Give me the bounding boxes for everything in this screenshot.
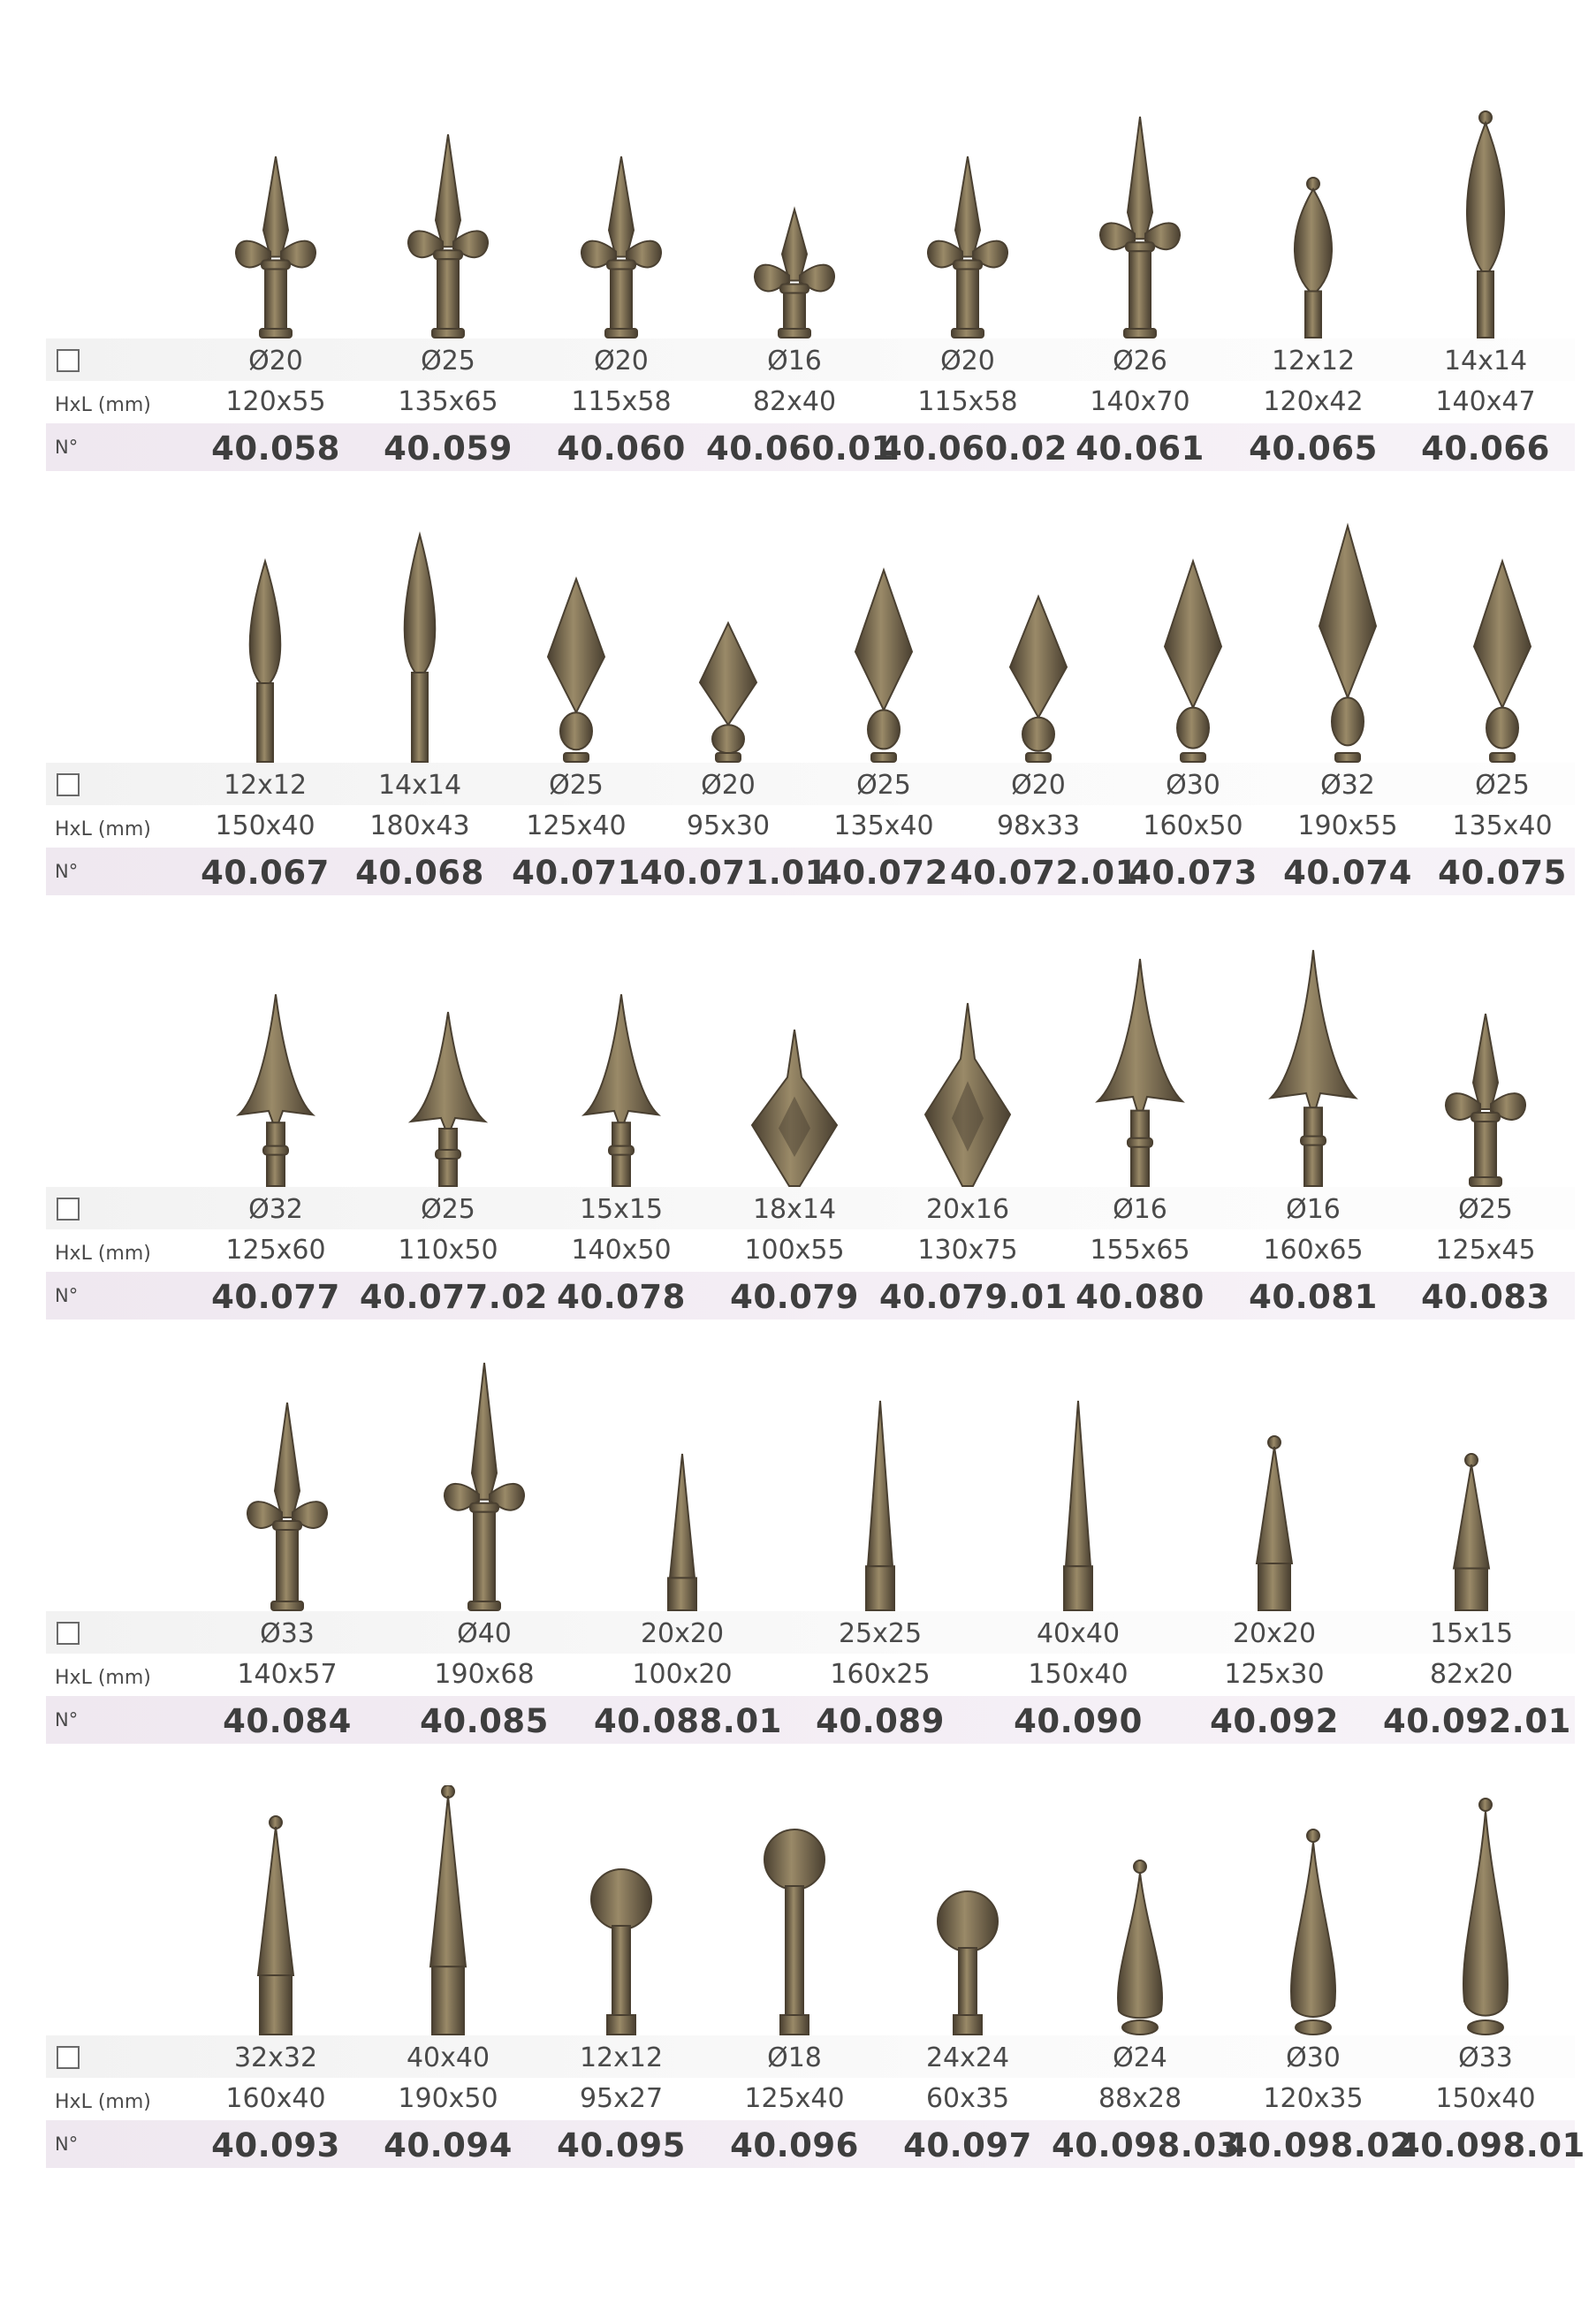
product-dimensions: 140x57 bbox=[237, 1659, 338, 1690]
number-label: N° bbox=[55, 1709, 79, 1730]
product-number: 40.085 bbox=[420, 1702, 549, 1740]
diamond-spear-icon bbox=[657, 513, 799, 764]
product-size: 15x15 bbox=[579, 1194, 664, 1225]
product-size: Ø26 bbox=[1113, 346, 1167, 376]
product-images bbox=[0, 1785, 1596, 2037]
product-size: 12x12 bbox=[223, 770, 308, 801]
arrow-spear-icon bbox=[205, 937, 346, 1189]
product-dimensions: 135x40 bbox=[1452, 810, 1553, 841]
dimensions-label: HxL (mm) bbox=[55, 1243, 151, 1265]
product-size: 12x12 bbox=[1271, 346, 1356, 376]
obelisk-finial-icon bbox=[809, 1361, 951, 1613]
product-size: 14x14 bbox=[377, 770, 462, 801]
product-number: 40.083 bbox=[1421, 1278, 1550, 1316]
fleur-spear-finial-icon bbox=[1069, 88, 1211, 340]
dimensions-label: HxL (mm) bbox=[55, 1667, 151, 1689]
fleur-de-lis-finial-icon bbox=[205, 88, 346, 340]
product-size: 25x25 bbox=[838, 1618, 923, 1649]
product-size: Ø30 bbox=[1286, 2042, 1341, 2073]
dimensions-label: HxL (mm) bbox=[55, 394, 151, 416]
product-dimensions: 98x33 bbox=[996, 810, 1081, 841]
select-checkbox[interactable] bbox=[57, 1622, 80, 1645]
arrow-spear-icon bbox=[551, 937, 692, 1189]
product-dimensions: 125x45 bbox=[1435, 1235, 1536, 1266]
fleur-spear-finial-icon bbox=[724, 88, 865, 340]
diamond-spear-icon bbox=[968, 513, 1109, 764]
size-row bbox=[46, 2035, 1575, 2080]
scroll-finial-icon bbox=[1415, 937, 1556, 1189]
product-size: Ø25 bbox=[1458, 1194, 1513, 1225]
product-images bbox=[0, 1361, 1596, 1613]
number-row bbox=[46, 2120, 1585, 2168]
number-row bbox=[46, 423, 1575, 471]
product-dimensions: 140x47 bbox=[1435, 386, 1536, 417]
product-size: Ø32 bbox=[1320, 770, 1375, 801]
product-dimensions: 155x65 bbox=[1090, 1235, 1190, 1266]
product-number: 40.079 bbox=[730, 1278, 859, 1316]
number-label: N° bbox=[55, 437, 79, 458]
product-size: 20x16 bbox=[925, 1194, 1010, 1225]
product-number: 40.072 bbox=[819, 854, 948, 892]
dimensions-row bbox=[46, 381, 1575, 425]
product-dimensions: 110x50 bbox=[398, 1235, 498, 1266]
product-dimensions: 190x68 bbox=[434, 1659, 535, 1690]
product-dimensions: 95x30 bbox=[686, 810, 771, 841]
product-dimensions: 150x40 bbox=[1028, 1659, 1129, 1690]
product-number: 40.093 bbox=[211, 2126, 340, 2164]
product-number: 40.071 bbox=[512, 854, 641, 892]
product-size: 40x40 bbox=[406, 2042, 490, 2073]
product-dimensions: 125x40 bbox=[744, 2083, 845, 2114]
product-number: 40.089 bbox=[816, 1702, 945, 1740]
product-number: 40.066 bbox=[1421, 430, 1550, 468]
leaf-spear-icon bbox=[349, 513, 490, 764]
product-number: 40.092 bbox=[1210, 1702, 1339, 1740]
product-number: 40.058 bbox=[211, 430, 340, 468]
product-dimensions: 160x40 bbox=[225, 2083, 326, 2114]
product-number: 40.078 bbox=[557, 1278, 686, 1316]
rhombus-spear-icon bbox=[897, 937, 1038, 1189]
product-number: 40.065 bbox=[1249, 430, 1378, 468]
teardrop-finial-icon bbox=[1415, 1785, 1556, 2037]
product-dimensions: 115x58 bbox=[917, 386, 1018, 417]
product-number: 40.072.01 bbox=[950, 854, 1138, 892]
product-number: 40.061 bbox=[1075, 430, 1205, 468]
dimensions-row bbox=[46, 805, 1575, 849]
product-images bbox=[0, 88, 1596, 340]
product-number: 40.075 bbox=[1438, 854, 1567, 892]
product-dimensions: 125x60 bbox=[225, 1235, 326, 1266]
obelisk-finial-icon bbox=[1007, 1361, 1149, 1613]
product-dimensions: 120x42 bbox=[1263, 386, 1364, 417]
product-size: Ø25 bbox=[856, 770, 911, 801]
select-checkbox[interactable] bbox=[57, 1198, 80, 1221]
product-dimensions: 120x55 bbox=[225, 386, 326, 417]
product-dimensions: 120x35 bbox=[1263, 2083, 1364, 2114]
product-size: Ø20 bbox=[701, 770, 756, 801]
product-number: 40.080 bbox=[1075, 1278, 1205, 1316]
arrow-spear-icon bbox=[377, 937, 519, 1189]
diamond-spear-icon bbox=[505, 513, 647, 764]
number-label: N° bbox=[55, 2133, 79, 2155]
product-size: 15x15 bbox=[1429, 1618, 1514, 1649]
product-dimensions: 190x50 bbox=[398, 2083, 498, 2114]
product-dimensions: 115x58 bbox=[571, 386, 672, 417]
product-size: Ø20 bbox=[1011, 770, 1066, 801]
product-number: 40.098.01 bbox=[1397, 2126, 1585, 2164]
product-size: Ø18 bbox=[767, 2042, 822, 2073]
ball-finial-icon bbox=[724, 1785, 865, 2037]
product-number: 40.060 bbox=[557, 430, 686, 468]
number-label: N° bbox=[55, 1285, 79, 1306]
product-size: 14x14 bbox=[1443, 346, 1528, 376]
product-dimensions: 82x20 bbox=[1429, 1659, 1514, 1690]
product-size: 18x14 bbox=[752, 1194, 837, 1225]
size-row bbox=[46, 1611, 1575, 1655]
product-dimensions: 150x40 bbox=[215, 810, 315, 841]
product-number: 40.084 bbox=[223, 1702, 352, 1740]
size-row bbox=[46, 338, 1575, 383]
product-dimensions: 190x55 bbox=[1297, 810, 1398, 841]
product-dimensions: 150x40 bbox=[1435, 2083, 1536, 2114]
product-number: 40.067 bbox=[201, 854, 330, 892]
fleur-de-lis-finial-icon bbox=[377, 88, 519, 340]
product-number: 40.068 bbox=[355, 854, 484, 892]
product-images bbox=[0, 513, 1596, 764]
select-checkbox[interactable] bbox=[57, 349, 80, 372]
product-dimensions: 135x65 bbox=[398, 386, 498, 417]
product-number: 40.097 bbox=[903, 2126, 1032, 2164]
product-number: 40.077 bbox=[211, 1278, 340, 1316]
product-number: 40.088.01 bbox=[594, 1702, 782, 1740]
product-number: 40.095 bbox=[557, 2126, 686, 2164]
leaf-spear-icon bbox=[194, 513, 336, 764]
ball-spike-finial-icon bbox=[377, 1785, 519, 2037]
ball-finial-icon bbox=[897, 1785, 1038, 2037]
product-number: 40.059 bbox=[384, 430, 513, 468]
product-dimensions: 160x65 bbox=[1263, 1235, 1364, 1266]
product-number: 40.079.01 bbox=[879, 1278, 1068, 1316]
product-section bbox=[0, 513, 1596, 937]
product-size: Ø24 bbox=[1113, 2042, 1167, 2073]
product-size: Ø20 bbox=[940, 346, 995, 376]
fleur-spear-finial-icon bbox=[551, 88, 692, 340]
product-images bbox=[0, 937, 1596, 1189]
product-size: Ø30 bbox=[1166, 770, 1220, 801]
product-number: 40.090 bbox=[1014, 1702, 1143, 1740]
product-size: Ø33 bbox=[1458, 2042, 1513, 2073]
product-number: 40.071.01 bbox=[640, 854, 828, 892]
diamond-spear-icon bbox=[1122, 513, 1264, 764]
dimensions-row bbox=[46, 2078, 1575, 2122]
ball-finial-icon bbox=[551, 1785, 692, 2037]
rhombus-spear-icon bbox=[724, 937, 865, 1189]
diamond-spear-icon bbox=[1277, 513, 1418, 764]
size-row bbox=[46, 763, 1575, 807]
dimensions-label: HxL (mm) bbox=[55, 2091, 151, 2113]
product-section bbox=[0, 88, 1596, 513]
product-size: Ø25 bbox=[421, 1194, 475, 1225]
product-size: Ø40 bbox=[457, 1618, 512, 1649]
diamond-spear-icon bbox=[1432, 513, 1573, 764]
product-dimensions: 82x40 bbox=[752, 386, 837, 417]
product-number: 40.073 bbox=[1129, 854, 1258, 892]
product-dimensions: 140x70 bbox=[1090, 386, 1190, 417]
star-spear-icon bbox=[1069, 937, 1211, 1189]
product-size: Ø25 bbox=[1475, 770, 1530, 801]
teardrop-finial-icon bbox=[1243, 1785, 1384, 2037]
leaf-ball-finial-icon bbox=[1415, 88, 1556, 340]
product-number: 40.098.02 bbox=[1225, 2126, 1413, 2164]
product-size: Ø32 bbox=[248, 1194, 303, 1225]
product-number: 40.077.02 bbox=[360, 1278, 548, 1316]
product-size: Ø20 bbox=[248, 346, 303, 376]
product-dimensions: 100x55 bbox=[744, 1235, 845, 1266]
dimensions-row bbox=[46, 1654, 1575, 1698]
product-dimensions: 160x25 bbox=[830, 1659, 931, 1690]
product-number: 40.074 bbox=[1283, 854, 1412, 892]
product-size: 12x12 bbox=[579, 2042, 664, 2073]
product-dimensions: 130x75 bbox=[917, 1235, 1018, 1266]
ball-spike-finial-icon bbox=[1401, 1361, 1542, 1613]
size-row bbox=[46, 1187, 1575, 1231]
number-row bbox=[46, 1696, 1575, 1744]
product-number: 40.094 bbox=[384, 2126, 513, 2164]
product-dimensions: 160x50 bbox=[1143, 810, 1243, 841]
product-dimensions: 125x40 bbox=[526, 810, 627, 841]
scroll-finial-icon bbox=[217, 1361, 358, 1613]
product-number: 40.096 bbox=[730, 2126, 859, 2164]
select-checkbox[interactable] bbox=[57, 773, 80, 796]
product-size: Ø16 bbox=[1286, 1194, 1341, 1225]
product-dimensions: 140x50 bbox=[571, 1235, 672, 1266]
dimensions-label: HxL (mm) bbox=[55, 818, 151, 840]
number-label: N° bbox=[55, 861, 79, 882]
product-dimensions: 100x20 bbox=[632, 1659, 733, 1690]
diamond-spear-icon bbox=[813, 513, 954, 764]
product-number: 40.060.02 bbox=[879, 430, 1068, 468]
product-dimensions: 60x35 bbox=[925, 2083, 1010, 2114]
product-size: Ø25 bbox=[421, 346, 475, 376]
leaf-ball-finial-icon bbox=[1243, 88, 1384, 340]
product-dimensions: 135x40 bbox=[833, 810, 934, 841]
product-dimensions: 180x43 bbox=[369, 810, 470, 841]
product-size: Ø16 bbox=[1113, 1194, 1167, 1225]
product-size: Ø25 bbox=[549, 770, 604, 801]
product-size: Ø16 bbox=[767, 346, 822, 376]
product-size: 40x40 bbox=[1036, 1618, 1121, 1649]
product-size: Ø20 bbox=[594, 346, 649, 376]
product-size: 24x24 bbox=[925, 2042, 1010, 2073]
product-size: 20x20 bbox=[640, 1618, 725, 1649]
product-section bbox=[0, 1785, 1596, 2210]
number-row bbox=[46, 848, 1575, 895]
ball-spike-finial-icon bbox=[205, 1785, 346, 2037]
product-size: Ø33 bbox=[260, 1618, 315, 1649]
product-section bbox=[0, 1361, 1596, 1785]
product-number: 40.092.01 bbox=[1383, 1702, 1571, 1740]
ball-spike-finial-icon bbox=[1204, 1361, 1345, 1613]
product-number: 40.081 bbox=[1249, 1278, 1378, 1316]
product-size: 32x32 bbox=[233, 2042, 318, 2073]
product-dimensions: 125x30 bbox=[1224, 1659, 1325, 1690]
teardrop-finial-icon bbox=[1069, 1785, 1211, 2037]
star-spear-icon bbox=[1243, 937, 1384, 1189]
product-dimensions: 95x27 bbox=[579, 2083, 664, 2114]
scroll-finial-icon bbox=[414, 1361, 555, 1613]
product-size: 20x20 bbox=[1232, 1618, 1317, 1649]
number-row bbox=[46, 1272, 1575, 1320]
dimensions-row bbox=[46, 1229, 1575, 1274]
product-section bbox=[0, 937, 1596, 1361]
fleur-spear-finial-icon bbox=[897, 88, 1038, 340]
obelisk-finial-icon bbox=[612, 1361, 753, 1613]
product-number: 40.060.01 bbox=[706, 430, 894, 468]
product-number: 40.098.03 bbox=[1052, 2126, 1240, 2164]
product-dimensions: 88x28 bbox=[1098, 2083, 1182, 2114]
select-checkbox[interactable] bbox=[57, 2046, 80, 2069]
